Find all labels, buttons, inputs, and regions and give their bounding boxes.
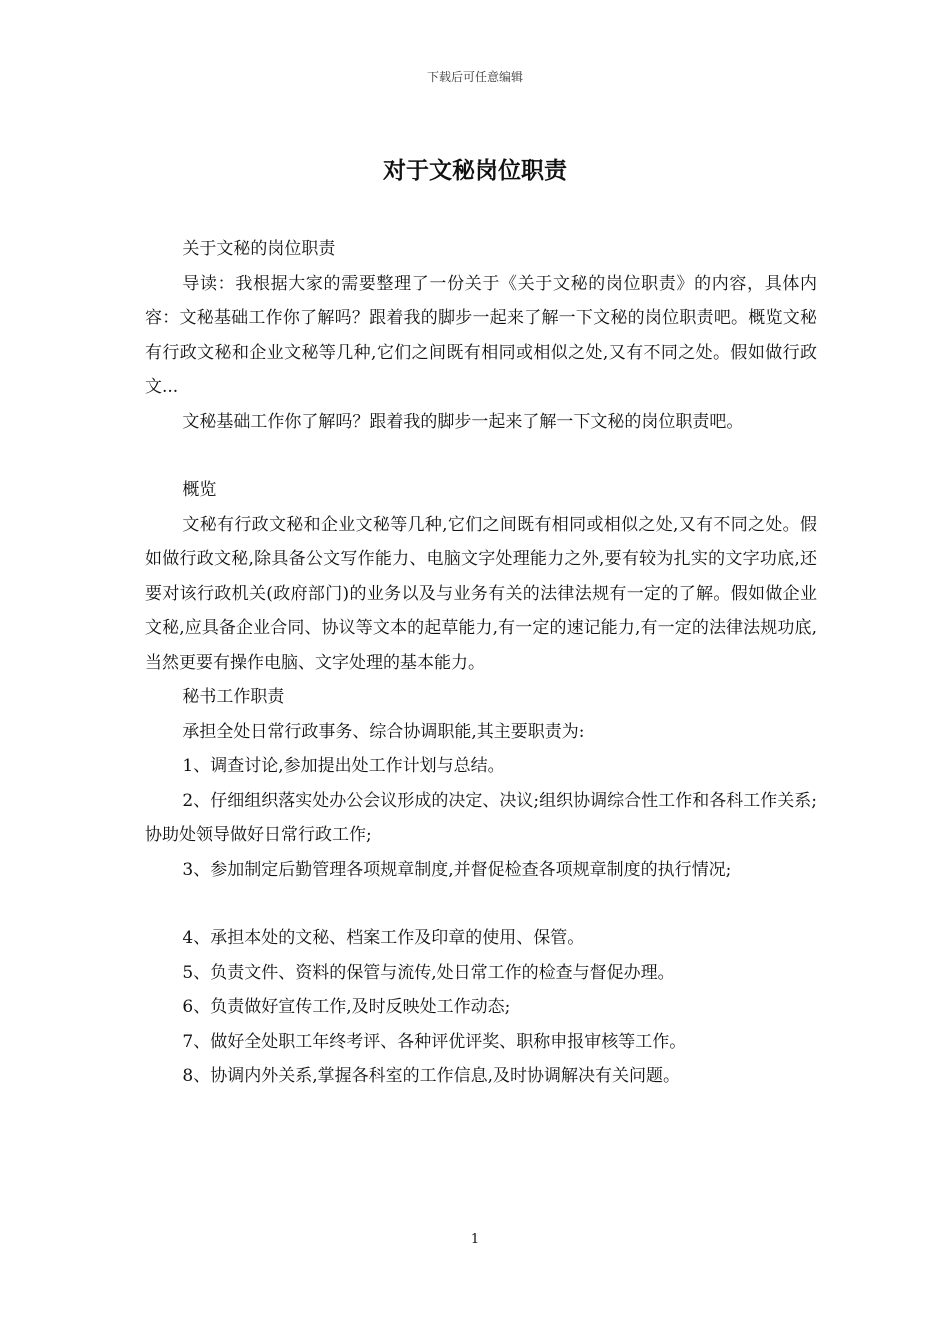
duty-item-8: 8、协调内外关系,掌握各科室的工作信息,及时协调解决有关问题。 <box>182 1066 681 1086</box>
header-note: 下载后可任意编辑 <box>426 70 523 84</box>
duty-item-4: 4、承担本处的文秘、档案工作及印章的使用、保管。 <box>182 928 585 948</box>
duty-item-1: 1、调查讨论,参加提出处工作计划与总结。 <box>182 756 505 776</box>
duty-item-7: 7、做好全处职工年终考评、各种评优评奖、职称申报审核等工作。 <box>182 1031 687 1052</box>
paragraph-lead: 文秘基础工作你了解吗？跟着我的脚步一起来了解一下文秘的岗位职责吧。 <box>182 411 744 432</box>
paragraph-subtitle: 关于文秘的岗位职责 <box>182 239 336 259</box>
section-heading-overview: 概览 <box>182 480 217 500</box>
paragraph-duties-intro: 承担全处日常行政事务、综合协调职能,其主要职责为: <box>182 721 585 742</box>
duty-item-3: 3、参加制定后勤管理各项规章制度,并督促检查各项规章制度的执行情况; <box>182 859 732 880</box>
duty-item-2: 2、仔细组织落实处办公会议形成的决定、决议;组织协调综合性工作和各科工作关系;协助处领导做好日常行政工作; <box>145 790 817 845</box>
document-title: 对于文秘岗位职责 <box>383 157 567 184</box>
paragraph-overview: 文秘有行政文秘和企业文秘等几种,它们之间既有相同或相似之处,又有不同之处。假如做行政文秘,除具备公文写作能力、电脑文字处理能力之外,要有较为扎实的文字功底,还要对该行政机关(政府部门)的业务以及与业务有关的法律法规有一定的了解。假如做企业文秘,应具备企业合同、协议等文本的起草能力,有一定的速记能力,有一定的法律法规功底,当然更要有操作电脑、文字处理的基本能力。 <box>145 514 817 673</box>
section-heading-duties: 秘书工作职责 <box>182 687 285 707</box>
paragraph-intro: 导读：我根据大家的需要整理了一份关于《关于文秘的岗位职责》的内容，具体内容：文秘基础工作你了解吗？跟着我的脚步一起来了解一下文秘的岗位职责吧。概览文秘有行政文秘和企业文秘等几种,它们之间既有相同或相似之处,又有不同之处。假如做行政文... <box>145 273 817 397</box>
duty-item-6: 6、负责做好宣传工作,及时反映处工作动态; <box>182 997 511 1017</box>
duty-item-5: 5、负责文件、资料的保管与流传,处日常工作的检查与督促办理。 <box>182 962 675 983</box>
page-number: 1 <box>470 1232 480 1247</box>
document-body <box>145 232 817 1094</box>
